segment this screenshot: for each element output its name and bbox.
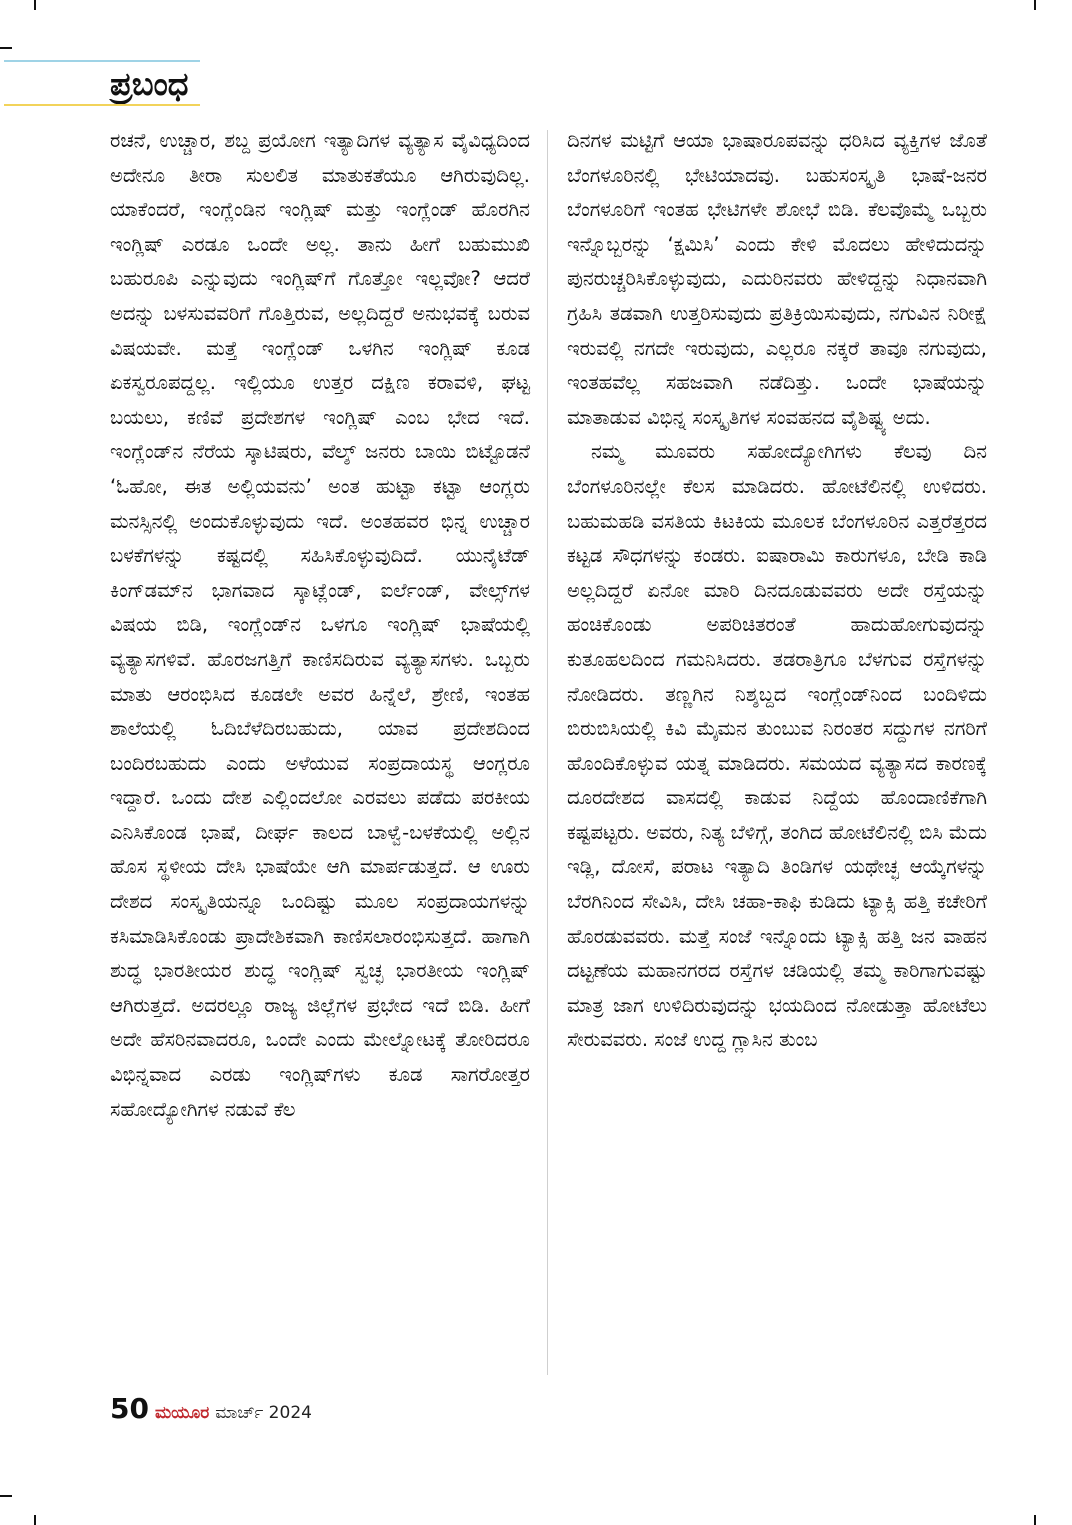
section-title: ಪ್ರಬಂಧ <box>110 65 189 103</box>
right-column-paragraph-2: ನಮ್ಮ ಮೂವರು ಸಹೋದ್ಯೋಗಿಗಳು ಕೆಲವು ದಿನ ಬೆಂಗಳೂರಿನಲ್ಲೇ ಕೆಲಸ ಮಾಡಿದರು. ಹೋಟೆಲಿನಲ್ಲಿ ಉಳಿದರು. ಬಹುಮಹಡಿ ವಸತಿಯ ಕಿಟಕಿಯ ಮೂಲಕ ಬೆಂಗಳೂರಿನ ಎತ್ತರೆತ್ತರದ ಕಟ್ಟಡ ಸೌಧಗಳನ್ನು ಕಂಡರು. ಐಷಾರಾಮಿ ಕಾರುಗಳೂ, ಬೇಡಿ ಕಾಡಿ ಅಲ್ಲದಿದ್ದರೆ ಏನೋ ಮಾರಿ ದಿನದೂಡುವವರು ಅದೇ ರಸ್ತೆಯನ್ನು ಹಂಚಿಕೊಂಡು ಅಪರಿಚಿತರಂತೆ ಹಾದುಹೋಗುವುದನ್ನು ಕುತೂಹಲದಿಂದ ಗಮನಿಸಿದರು. ತಡರಾತ್ರಿಗೂ ಬೆಳಗುವ ರಸ್ತೆಗಳನ್ನು ನೋಡಿದರು. ತಣ್ಣಗಿನ ನಿಶ್ಶಬ್ದದ ಇಂಗ್ಲೆಂಡ್‌ನಿಂದ ಬಂದಿಳಿದು ಬಿರುಬಿಸಿಯಲ್ಲಿ ಕಿವಿ ಮೈಮನ ತುಂಬುವ ನಿರಂತರ ಸದ್ದುಗಳ ನಗರಿಗೆ ಹೊಂದಿಕೊಳ್ಳುವ ಯತ್ನ ಮಾಡಿದರು. ಸಮಯದ ವ್ಯತ್ಯಾಸದ ಕಾರಣಕ್ಕೆ ದೂರದೇಶದ ವಾಸದಲ್ಲಿ ಕಾಡುವ ನಿದ್ದೆಯ ಹೊಂದಾಣಿಕೆಗಾಗಿ ಕಷ್ಟಪಟ್ಟರು. ಅವರು, ನಿತ್ಯ ಬೆಳಿಗ್ಗೆ, ತಂಗಿದ ಹೋಟೆಲಿನಲ್ಲಿ ಬಿಸಿ ಮೆದು ಇಡ್ಲಿ, ದೋಸೆ, ಪರಾಟ ಇತ್ಯಾದಿ ತಿಂಡಿಗಳ ಯಥೇಚ್ಛ ಆಯ್ಕೆಗಳನ್ನು ಬೆರಗಿನಿಂದ ಸೇವಿಸಿ, ದೇಸಿ ಚಹಾ-ಕಾಫಿ ಕುಡಿದು ಟ್ಯಾಕ್ಸಿ ಹತ್ತಿ ಕಚೇರಿಗೆ ಹೊರಡುವವರು. ಮತ್ತೆ ಸಂಜೆ ಇನ್ನೊಂದು ಟ್ಯಾಕ್ಸಿ ಹತ್ತಿ ಜನ ವಾಹನ ದಟ್ಟಣೆಯ ಮಹಾನಗರದ ರಸ್ತೆಗಳ ಚಡಿಯಲ್ಲಿ ತಮ್ಮ ಕಾರಿಗಾಗುವಷ್ಟು ಮಾತ್ರ ಜಾಗ ಉಳಿದಿರುವುದನ್ನು ಭಯದಿಂದ ನೋಡುತ್ತಾ ಹೋಟೆಲು ಸೇರುವವರು. ಸಂಜೆ ಉದ್ದ ಗ್ಲಾಸಿನ ತುಂಬ <box>567 440 987 1052</box>
crop-mark-top-left <box>0 47 12 49</box>
crop-mark-top-left-v <box>34 0 36 10</box>
issue-date: ಮಾರ್ಚ್ 2024 <box>215 1403 312 1423</box>
header-rule-top <box>4 60 200 62</box>
magazine-logo: ಮಯೂರ <box>154 1403 210 1423</box>
crop-mark-bottom-left <box>0 1495 12 1497</box>
header-rule-bottom <box>4 104 200 106</box>
crop-mark-bottom-right-v <box>1034 1515 1036 1525</box>
crop-mark-bottom-left-v <box>34 1515 36 1525</box>
column-divider <box>547 130 548 1375</box>
left-column <box>110 124 530 1127</box>
crop-mark-top-right-v <box>1034 0 1036 10</box>
page-footer <box>110 1392 312 1428</box>
left-column-text: ರಚನೆ, ಉಚ್ಚಾರ, ಶಬ್ದ ಪ್ರಯೋಗ ಇತ್ಯಾದಿಗಳ ವ್ಯತ್ಯಾಸ ವೈವಿಧ್ಯದಿಂದ ಅದೇನೂ ತೀರಾ ಸುಲಲಿತ ಮಾತುಕತೆಯೂ ಆಗಿರುವುದಿಲ್ಲ. ಯಾಕೆಂದರೆ, ಇಂಗ್ಲೆಂಡಿನ ಇಂಗ್ಲಿಷ್ ಮತ್ತು ಇಂಗ್ಲೆಂಡ್ ಹೊರಗಿನ ಇಂಗ್ಲಿಷ್ ಎರಡೂ ಒಂದೇ ಅಲ್ಲ. ತಾನು ಹೀಗೆ ಬಹುಮುಖಿ ಬಹುರೂಪಿ ಎನ್ನುವುದು ಇಂಗ್ಲಿಷ್‌ಗೆ ಗೊತ್ತೋ ಇಲ್ಲವೋ? ಆದರೆ ಅದನ್ನು ಬಳಸುವವರಿಗೆ ಗೊತ್ತಿರುವ, ಅಲ್ಲದಿದ್ದರೆ ಅನುಭವಕ್ಕೆ ಬರುವ ವಿಷಯವೇ. ಮತ್ತೆ ಇಂಗ್ಲೆಂಡ್ ಒಳಗಿನ ಇಂಗ್ಲಿಷ್ ಕೂಡ ಏಕಸ್ವರೂಪದ್ದಲ್ಲ. ಇಲ್ಲಿಯೂ ಉತ್ತರ ದಕ್ಷಿಣ ಕರಾವಳಿ, ಘಟ್ಟ ಬಯಲು, ಕಣಿವೆ ಪ್ರದೇಶಗಳ ಇಂಗ್ಲಿಷ್ ಎಂಬ ಭೇದ ಇದೆ. ಇಂಗ್ಲೆಂಡ್‌ನ ನೆರೆಯ ಸ್ಕಾಟಿಷರು, ವೆಲ್ಶ್ ಜನರು ಬಾಯಿ ಬಿಟ್ಟೊಡನೆ ‘ಓಹೋ, ಈತ ಅಲ್ಲಿಯವನು’ ಅಂತ ಹುಟ್ಟಾ ಕಟ್ಟಾ ಆಂಗ್ಲರು ಮನಸ್ಸಿನಲ್ಲಿ ಅಂದುಕೊಳ್ಳುವುದು ಇದೆ. ಅಂತಹವರ ಭಿನ್ನ ಉಚ್ಚಾರ ಬಳಕೆಗಳನ್ನು ಕಷ್ಟದಲ್ಲಿ ಸಹಿಸಿಕೊಳ್ಳುವುದಿದೆ. ಯುನೈಟೆಡ್ ಕಿಂಗ್‌ಡಮ್‌ನ ಭಾಗವಾದ ಸ್ಕಾಟ್ಲೆಂಡ್, ಐರ್ಲೆಂಡ್, ವೇಲ್ಸ್‌ಗಳ ವಿಷಯ ಬಿಡಿ, ಇಂಗ್ಲೆಂಡ್‌ನ ಒಳಗೂ ಇಂಗ್ಲಿಷ್ ಭಾಷೆಯಲ್ಲಿ ವ್ಯತ್ಯಾಸಗಳಿವೆ. ಹೊರಜಗತ್ತಿಗೆ ಕಾಣಿಸದಿರುವ ವ್ಯತ್ಯಾಸಗಳು. ಒಬ್ಬರು ಮಾತು ಆರಂಭಿಸಿದ ಕೂಡಲೇ ಅವರ ಹಿನ್ನೆಲೆ, ಶ್ರೇಣಿ, ಇಂತಹ ಶಾಲೆಯಲ್ಲಿ ಓದಿಬೆಳೆದಿರಬಹುದು, ಯಾವ ಪ್ರದೇಶದಿಂದ ಬಂದಿರಬಹುದು ಎಂದು ಅಳೆಯುವ ಸಂಪ್ರದಾಯಸ್ಥ ಆಂಗ್ಲರೂ ಇದ್ದಾರೆ. ಒಂದು ದೇಶ ಎಲ್ಲಿಂದಲೋ ಎರವಲು ಪಡೆದು ಪರಕೀಯ ಎನಿಸಿಕೊಂಡ ಭಾಷೆ, ದೀರ್ಘ ಕಾಲದ ಬಾಳ್ವೆ-ಬಳಕೆಯಲ್ಲಿ ಅಲ್ಲಿನ ಹೊಸ ಸ್ಥಳೀಯ ದೇಸಿ ಭಾಷೆಯೇ ಆಗಿ ಮಾರ್ಪಡುತ್ತದೆ. ಆ ಊರು ದೇಶದ ಸಂಸ್ಕೃತಿಯನ್ನೂ ಒಂದಿಷ್ಟು ಮೂಲ ಸಂಪ್ರದಾಯಗಳನ್ನು ಕಸಿಮಾಡಿಸಿಕೊಂಡು ಪ್ರಾದೇಶಿಕವಾಗಿ ಕಾಣಿಸಲಾರಂಭಿಸುತ್ತದೆ. ಹಾಗಾಗಿ ಶುದ್ಧ ಭಾರತೀಯರ ಶುದ್ಧ ಇಂಗ್ಲಿಷ್ ಸ್ವಚ್ಛ ಭಾರತೀಯ ಇಂಗ್ಲಿಷ್ ಆಗಿರುತ್ತದೆ. ಅದರಲ್ಲೂ ರಾಜ್ಯ ಜಿಲ್ಲೆಗಳ ಪ್ರಭೇದ ಇದೆ ಬಿಡಿ. ಹೀಗೆ ಅದೇ ಹೆಸರಿನವಾದರೂ, ಒಂದೇ ಎಂದು ಮೇಲ್ನೋಟಕ್ಕೆ ತೋರಿದರೂ ವಿಭಿನ್ನವಾದ ಎರಡು ಇಂಗ್ಲಿಷ್‌ಗಳು ಕೂಡ ಸಾಗರೋತ್ತರ ಸಹೋದ್ಯೋಗಿಗಳ ನಡುವೆ ಕೆಲ <box>110 129 530 1121</box>
right-column-paragraph-1: ದಿನಗಳ ಮಟ್ಟಿಗೆ ಆಯಾ ಭಾಷಾರೂಪವನ್ನು ಧರಿಸಿದ ವ್ಯಕ್ತಿಗಳ ಜೊತೆ ಬೆಂಗಳೂರಿನಲ್ಲಿ ಭೇಟಿಯಾದವು. ಬಹುಸಂಸ್ಕೃತಿ ಭಾಷೆ-ಜನರ ಬೆಂಗಳೂರಿಗೆ ಇಂತಹ ಭೇಟಿಗಳೇ ಶೋಭೆ ಬಿಡಿ. ಕೆಲವೊಮ್ಮೆ ಒಬ್ಬರು ಇನ್ನೊಬ್ಬರನ್ನು ‘ಕ್ಷಮಿಸಿ’ ಎಂದು ಕೇಳಿ ಮೊದಲು ಹೇಳಿದುದನ್ನು ಪುನರುಚ್ಚರಿಸಿಕೊಳ್ಳುವುದು, ಎದುರಿನವರು ಹೇಳಿದ್ದನ್ನು ನಿಧಾನವಾಗಿ ಗ್ರಹಿಸಿ ತಡವಾಗಿ ಉತ್ತರಿಸುವುದು ಪ್ರತಿಕ್ರಿಯಿಸುವುದು, ನಗುವಿನ ನಿರೀಕ್ಷೆ ಇರುವಲ್ಲಿ ನಗದೇ ಇರುವುದು, ಎಲ್ಲರೂ ನಕ್ಕರೆ ತಾವೂ ನಗುವುದು, ಇಂತಹವೆಲ್ಲ ಸಹಜವಾಗಿ ನಡೆದಿತ್ತು. ಒಂದೇ ಭಾಷೆಯನ್ನು ಮಾತಾಡುವ ವಿಭಿನ್ನ ಸಂಸ್ಕೃತಿಗಳ ಸಂವಹನದ ವೈಶಿಷ್ಟ್ಯ ಅದು. <box>567 129 987 429</box>
right-column <box>567 124 987 1058</box>
page-number: 50 <box>110 1392 149 1425</box>
